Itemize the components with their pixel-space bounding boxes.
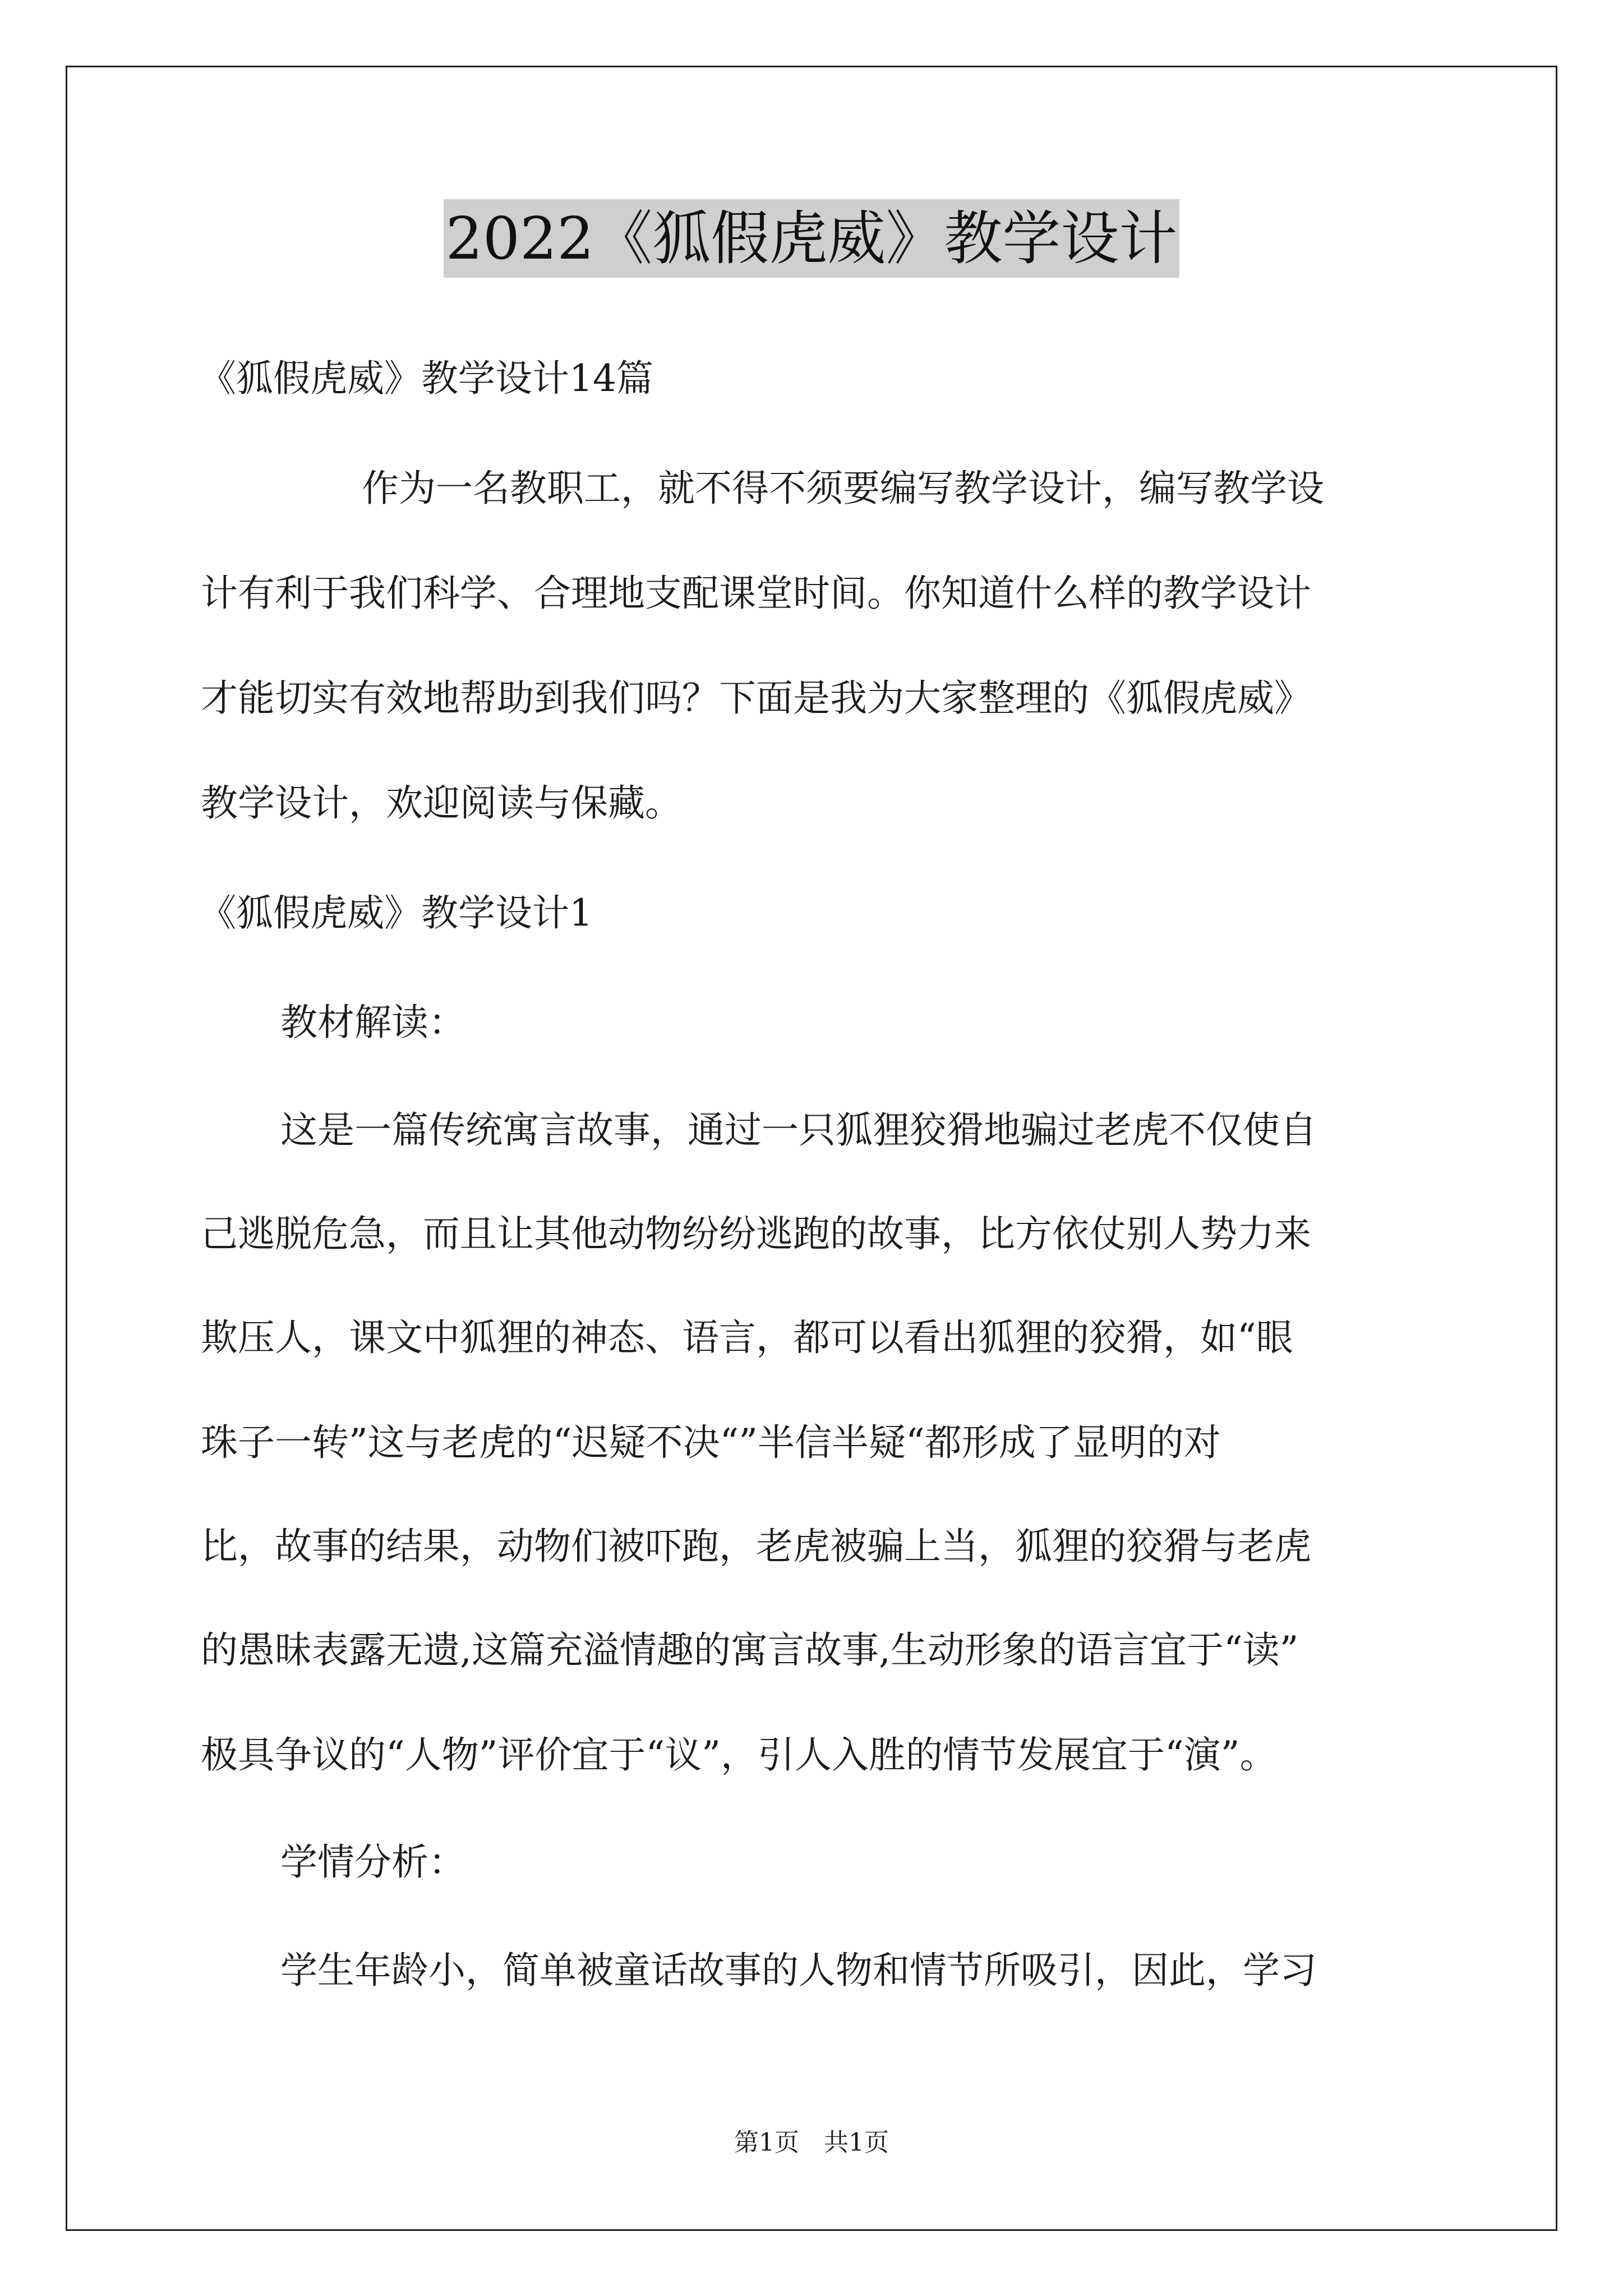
paragraph-line: 的愚昧表露无遗,这篇充溢情趣的寓言故事,生动形象的语言宜于“读” [201, 1628, 1299, 1672]
paragraph-line: 教学设计，欢迎阅读与保藏。 [201, 781, 682, 825]
subheading-materials: 教材解读： [280, 1001, 465, 1044]
document-subtitle: 《狐假虎威》教学设计14篇 [199, 357, 653, 400]
paragraph-line: 极具争议的“人物”评价宜于“议”，引人入胜的情节发展宜于“演”。 [201, 1733, 1277, 1777]
paragraph-line: 比，故事的结果，动物们被吓跑，老虎被骗上当，狐狸的狡猾与老虎 [201, 1525, 1311, 1568]
subheading-learner-analysis: 学情分析： [280, 1841, 465, 1884]
paragraph-line: 作为一名教职工，就不得不须要编写教学设计，编写教学设 [362, 467, 1324, 510]
paragraph-line: 计有利于我们科学、合理地支配课堂时间。你知道什么样的教学设计 [201, 572, 1311, 615]
paragraph-line: 珠子一转”这与老虎的“迟疑不决“”半信半疑“都形成了显明的对 [201, 1421, 1221, 1464]
paragraph-line: 才能切实有效地帮助到我们吗？下面是我为大家整理的《狐假虎威》 [201, 677, 1311, 720]
title-container [0, 199, 1623, 278]
paragraph-line: 学生年龄小，简单被童话故事的人物和情节所吸引，因此，学习 [280, 1949, 1317, 1992]
document-title: 2022《狐假虎威》教学设计 [444, 199, 1180, 278]
paragraph-line: 欺压人，课文中狐狸的神态、语言，都可以看出狐狸的狡猾，如“眼 [201, 1316, 1293, 1359]
page-footer: 第1页 共1页 [734, 2128, 889, 2157]
paragraph-line: 这是一篇传统寓言故事，通过一只狐狸狡猾地骗过老虎不仅使自 [280, 1108, 1317, 1152]
section-heading: 《狐假虎威》教学设计1 [199, 891, 593, 935]
paragraph-line: 己逃脱危急，而且让其他动物纷纷逃跑的故事，比方依仗别人势力来 [201, 1212, 1311, 1255]
